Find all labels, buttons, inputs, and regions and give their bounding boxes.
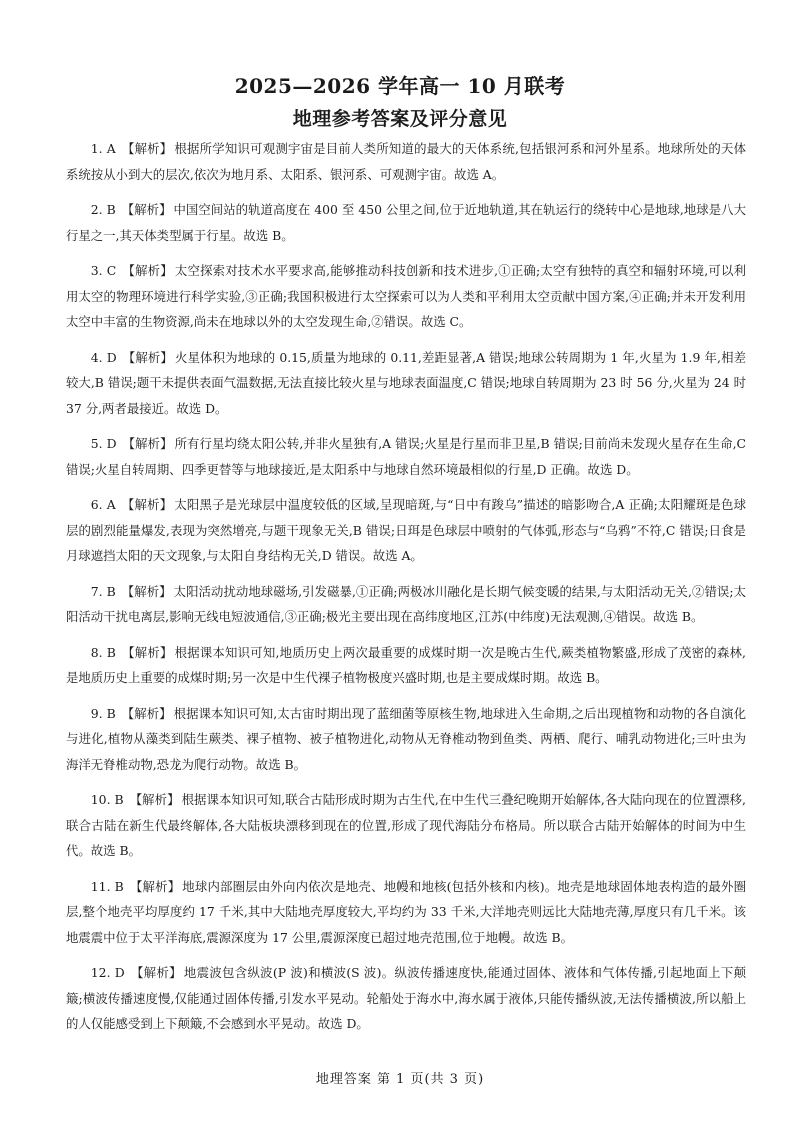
- analysis-tag: 【解析】: [121, 497, 173, 512]
- analysis-text: 地震波包含纵波(P 波)和横波(S 波)。纵波传播速度快,能通过固体、液体和气体传播,引起地面上下颠簸;横波传播速度慢,仅能通过固体传播,引发水平晃动。轮船处于海水中,海水属于液体,只能传播纵波,无法传播横波,所以船上的人仅能感受到上下颠簸,不会感到水平晃动。故选 D。: [66, 965, 746, 1031]
- answer-number: 10. B: [90, 792, 124, 807]
- analysis-tag: 【解析】: [121, 583, 172, 599]
- analysis-tag: 【解析】: [122, 436, 173, 451]
- answer-item: [66, 701, 746, 778]
- answer-number: 5. D: [90, 436, 117, 451]
- answer-item: [66, 197, 746, 248]
- answer-item: [66, 492, 746, 569]
- analysis-tag: 【解析】: [122, 263, 173, 278]
- analysis-tag: 【解析】: [122, 349, 173, 365]
- answer-number: 3. C: [90, 263, 117, 278]
- answer-number: 6. A: [90, 497, 116, 512]
- answer-number: 2. B: [90, 202, 116, 217]
- answer-item: [66, 960, 746, 1037]
- analysis-text: 火星体积为地球的 0.15,质量为地球的 0.11,差距显著,A 错误;地球公转周期为 1 年,火星为 1.9 年,相差较大,B 错误;题干未提供表面气温数据,无法直接比较火星与地球表面温度,C 错误;地球自转周期为 23 时 56 分,火星为 24 时 37 分,两者最接近。故选 D。: [66, 349, 747, 416]
- analysis-text: 太阳黑子是光球层中温度较低的区域,呈现暗斑,与“日中有踆乌”描述的暗影吻合,A 正确;太阳耀斑是色球层的剧烈能量爆发,表现为突然增亮,与题干现象无关,B 错误;日珥是色球层中喷射的气体弧,形态与“乌鸦”不符,C 错误;日食是月球遮挡太阳的天文现象,与太阳自身结构无关,D 错误。故选 A。: [66, 497, 747, 563]
- answer-number: 7. B: [90, 583, 116, 599]
- analysis-tag: 【解析】: [121, 202, 172, 217]
- analysis-text: 太空探索对技术水平要求高,能够推动科技创新和技术进步,①正确;太空有独特的真空和辐射环境,可以利用太空的物理环境进行科学实验,③正确;我国积极进行太空探索可以为人类和平利用太空贡献中国方案,④正确;并未开发利用太空中丰富的生物资源,尚未在地球以外的太空发现生命,②错误。故选 C。: [66, 263, 746, 329]
- analysis-text: 根据课本知识可知,太古宙时期出现了蓝细菌等原核生物,地球进入生命期,之后出现植物和动物的各自演化与进化,植物从藻类到陆生蕨类、裸子植物、被子植物进化,动物从无脊椎动物到鱼类、两栖、爬行、哺乳动物进化;三叶虫为海洋无脊椎动物,恐龙为爬行动物。故选 B。: [66, 705, 746, 772]
- analysis-text: 太阳活动扰动地球磁场,引发磁暴,①正确;两极冰川融化是长期气候变暖的结果,与太阳活动无关,②错误;太阳活动干扰电离层,影响无线电短波通信,③正确;极光主要出现在高纬度地区,江苏(中纬度)无法观测,④错误。故选 B。: [66, 583, 747, 624]
- answer-item: [66, 258, 746, 335]
- answer-item: [66, 640, 746, 691]
- analysis-text: 根据课本知识可知,地质历史上两次最重要的成煤时期一次是晚古生代,蕨类植物繁盛,形成了茂密的森林,是地质历史上重要的成煤时期;另一次是中生代裸子植物极度兴盛时期,也是主要成煤时期。故选 B。: [66, 644, 746, 685]
- analysis-text: 中国空间站的轨道高度在 400 至 450 公里之间,位于近地轨道,其在轨运行的绕转中心是地球,地球是八大行星之一,其天体类型属于行星。故选 B。: [66, 202, 746, 243]
- analysis-tag: 【解析】: [121, 644, 173, 660]
- answer-number: 11. B: [90, 878, 124, 894]
- analysis-text: 根据课本知识可知,联合古陆形成时期为古生代,在中生代三叠纪晚期开始解体,各大陆向现在的位置漂移,联合古陆在新生代最终解体,各大陆板块漂移到现在的位置,形成了现代海陆分布格局。所以联合古陆开始解体的时间为中生代。故选 B。: [66, 792, 746, 858]
- analysis-tag: 【解析】: [130, 965, 182, 980]
- answer-number: 4. D: [90, 349, 117, 365]
- analysis-text: 地球内部圈层由外向内依次是地壳、地幔和地核(包括外核和内核)。地壳是地球固体地表构造的最外圈层,整个地壳平均厚度约 17 千米,其中大陆地壳厚度较大,平均约为 33 千米,大洋地壳则远比大陆地壳薄,厚度只有几千米。该地震震中位于太平洋海底,震源深度为 17 公里,震源深度已超过地壳范围,位于地幔。故选 B。: [66, 878, 747, 945]
- answer-item: [66, 136, 746, 187]
- analysis-tag: 【解析】: [121, 705, 172, 721]
- exam-title: 2025—2026 学年高一 10 月联考: [234, 74, 566, 98]
- answer-number: 8. B: [90, 644, 116, 660]
- answer-item: [66, 579, 746, 630]
- answer-item: [66, 787, 746, 864]
- answer-list: [66, 136, 746, 1047]
- analysis-tag: 【解析】: [129, 878, 181, 894]
- answer-number: 12. D: [90, 965, 125, 980]
- answer-item: [66, 345, 746, 422]
- analysis-tag: 【解析】: [129, 792, 180, 807]
- analysis-text: 所有行星均绕太阳公转,并非火星独有,A 错误;火星是行星而非卫星,B 错误;目前尚未发现火星存在生命,C 错误;火星自转周期、四季更替等与地球接近,是太阳系中与地球自然环境最相似的行星,D 正确。故选 D。: [66, 436, 747, 477]
- answer-key-heading: 地理参考答案及评分意见: [292, 108, 508, 130]
- answer-item: [66, 874, 746, 951]
- analysis-tag: 【解析】: [121, 141, 173, 156]
- answer-item: [66, 431, 746, 482]
- answer-number: 9. B: [90, 705, 116, 721]
- answer-number: 1. A: [90, 141, 116, 156]
- analysis-text: 根据所学知识可观测宇宙是目前人类所知道的最大的天体系统,包括银河系和河外星系。地球所处的天体系统按从小到大的层次,依次为地月系、太阳系、银河系、可观测宇宙。故选 A。: [66, 141, 746, 182]
- page-footer: 地理答案 第 1 页(共 3 页): [315, 1072, 485, 1087]
